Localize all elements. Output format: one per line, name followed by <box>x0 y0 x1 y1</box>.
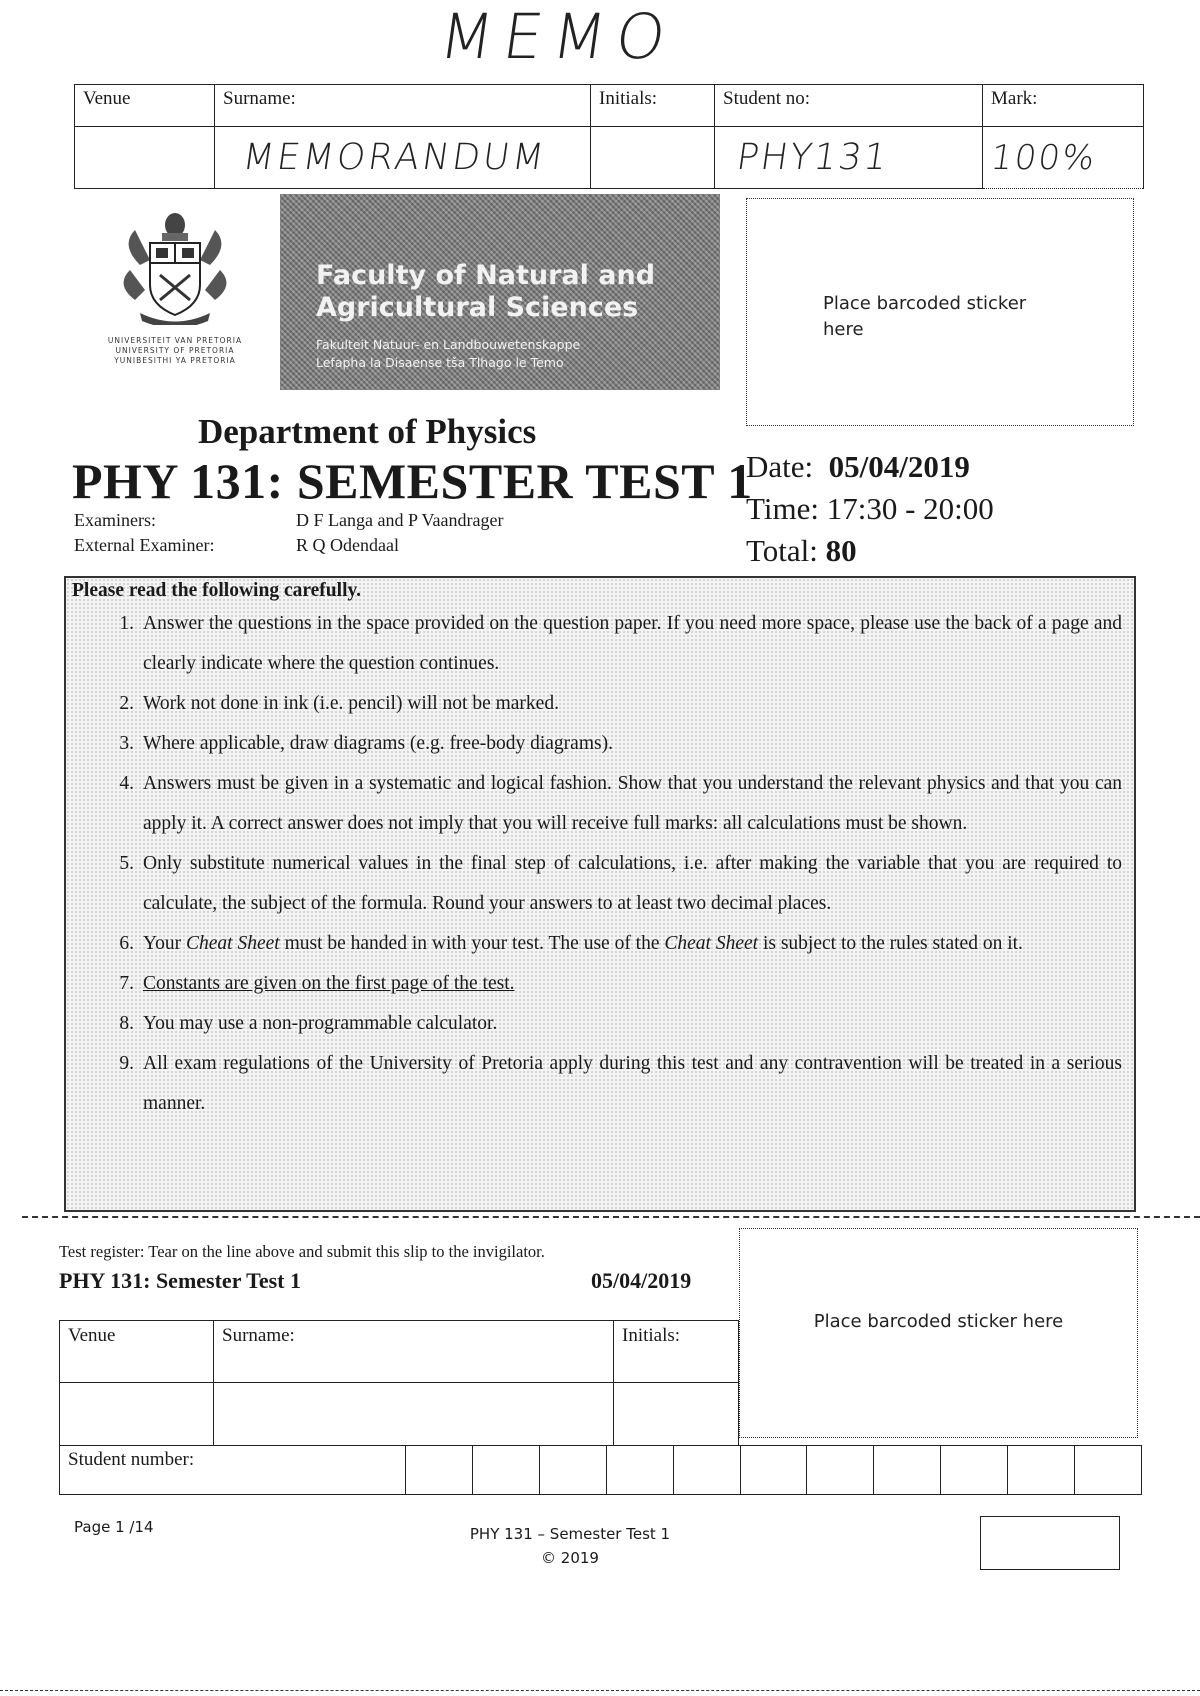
logo-line-1: UNIVERSITEIT VAN PRETORIA <box>107 336 243 345</box>
student-number-digit-box[interactable] <box>406 1446 473 1494</box>
university-logo <box>90 205 260 385</box>
bottom-edge-line <box>0 1690 1200 1691</box>
faculty-title-line1: Faculty of Natural and <box>316 260 656 291</box>
time-label: Time: <box>746 491 819 526</box>
total-label: Total: <box>746 533 818 568</box>
total-value: 80 <box>825 533 857 568</box>
slip-surname-field[interactable] <box>214 1383 614 1446</box>
mark-field[interactable] <box>983 127 1144 189</box>
instruction-item: 8. You may use a non-programmable calculator. <box>119 1013 498 1034</box>
barcode-sticker-area <box>746 198 1134 426</box>
slip-venue-field[interactable] <box>60 1383 214 1446</box>
time-value: 17:30 - 20:00 <box>826 491 994 526</box>
slip-title: PHY 131: Semester Test 1 <box>59 1268 301 1293</box>
logo-line-2: UNIVERSITY OF PRETORIA <box>115 346 235 355</box>
footer-course: PHY 131 – Semester Test 1 <box>469 1525 671 1543</box>
instruction-item: 7. Constants are given on the first page of the test. <box>119 973 515 994</box>
faculty-title-line2: Agricultural Sciences <box>316 292 639 323</box>
student-no-label: Student no: <box>715 85 983 127</box>
student-number-digit-box[interactable] <box>674 1446 741 1494</box>
student-info-table <box>74 84 1144 189</box>
student-number-label: Student number: <box>60 1446 406 1494</box>
faculty-sub-line1: Fakulteit Natuur- en Landbouwetenskappe <box>316 337 581 352</box>
sticker-label: Place barcoded sticker here <box>823 293 1027 340</box>
instruction-item: 9. All exam regulations of the University of Pretoria apply during this test and any contravention will be treated in a serious manner. <box>119 1053 1122 1114</box>
student-number-digit-box[interactable] <box>1075 1446 1141 1494</box>
memo-watermark: MEMO <box>434 0 681 73</box>
surname-label: Surname: <box>215 85 591 127</box>
student-number-digit-box[interactable] <box>473 1446 540 1494</box>
student-number-digit-box[interactable] <box>607 1446 674 1494</box>
venue-field[interactable] <box>75 127 215 189</box>
external-examiner-value: R Q Odendaal <box>296 535 399 555</box>
student-number-row <box>59 1445 1142 1495</box>
faculty-banner <box>280 194 720 390</box>
date-label: Date: <box>746 449 814 484</box>
external-examiner-label: External Examiner: <box>74 535 215 555</box>
slip-date: 05/04/2019 <box>591 1268 692 1293</box>
instruction-item: 4. Answers must be given in a systematic and logical fashion. Show that you understand the relevant physics and that you can apply it. A correct answer does not imply that you will receive full marks: all calculations must be shown. <box>119 773 1122 834</box>
university-crest-icon <box>90 205 260 325</box>
instruction-item: 3. Where applicable, draw diagrams (e.g. free-body diagrams). <box>119 733 613 754</box>
department-title: Department of Physics <box>198 412 537 451</box>
instructions-heading: Please read the following carefully. <box>72 580 362 601</box>
mark-value: 100% <box>988 137 1100 178</box>
student-number-digit-box[interactable] <box>941 1446 1008 1494</box>
surname-field[interactable] <box>215 127 591 189</box>
date-value: 05/04/2019 <box>828 449 970 484</box>
slip-initials-label: Initials: <box>614 1321 739 1383</box>
student-number-digit-box[interactable] <box>540 1446 607 1494</box>
venue-label: Venue <box>75 85 215 127</box>
tear-line <box>22 1216 1200 1218</box>
slip-initials-field[interactable] <box>614 1383 739 1446</box>
examiners-value: D F Langa and P Vaandrager <box>296 510 504 530</box>
examiners-label: Examiners: <box>74 510 156 530</box>
instruction-item: 6. Your Cheat Sheet must be handed in with your test. The use of the Cheat Sheet is subject to the rules stated on it. <box>119 933 1023 954</box>
instruction-item: 5. Only substitute numerical values in the final step of calculations, i.e. after making the variable that you are required to calculate, the subject of the formula. Round your answers to at least two decimal places. <box>119 853 1122 914</box>
footer-copyright: © 2019 <box>541 1549 599 1567</box>
student-number-digit-box[interactable] <box>741 1446 808 1494</box>
student-no-value: PHY131 <box>734 137 892 178</box>
student-number-digit-box[interactable] <box>874 1446 941 1494</box>
slip-venue-label: Venue <box>60 1321 214 1383</box>
student-number-digit-box[interactable] <box>807 1446 874 1494</box>
surname-value: MEMORANDUM <box>240 137 550 178</box>
instructions-list <box>66 604 1134 1124</box>
logo-line-3: YUNIBESITHI YA PRETORIA <box>114 356 236 365</box>
slip-sticker-label: Place barcoded sticker here <box>813 1311 1064 1332</box>
slip-barcode-sticker-area <box>739 1228 1138 1438</box>
initials-label: Initials: <box>591 85 715 127</box>
mark-label: Mark: <box>983 85 1144 127</box>
faculty-sub-line2: Lefapha la Disaense tša Tlhago le Temo <box>316 355 564 370</box>
instruction-item: 2. Work not done in ink (i.e. pencil) will not be marked. <box>119 693 559 714</box>
instruction-item: 1. Answer the questions in the space provided on the question paper. If you need more space, please use the back of a page and clearly indicate where the question continues. <box>119 613 1122 674</box>
slip-info-table <box>59 1320 739 1446</box>
marks-box[interactable] <box>980 1516 1120 1570</box>
register-instruction: Test register: Tear on the line above and submit this slip to the invigilator. <box>59 1242 545 1261</box>
page-number: Page 1 /14 <box>74 1518 154 1536</box>
slip-surname-label: Surname: <box>214 1321 614 1383</box>
student-no-field[interactable] <box>715 127 983 189</box>
instructions-box <box>64 576 1136 1212</box>
initials-field[interactable] <box>591 127 715 189</box>
test-title: PHY 131: SEMESTER TEST 1 <box>72 453 753 509</box>
student-number-digit-box[interactable] <box>1008 1446 1075 1494</box>
